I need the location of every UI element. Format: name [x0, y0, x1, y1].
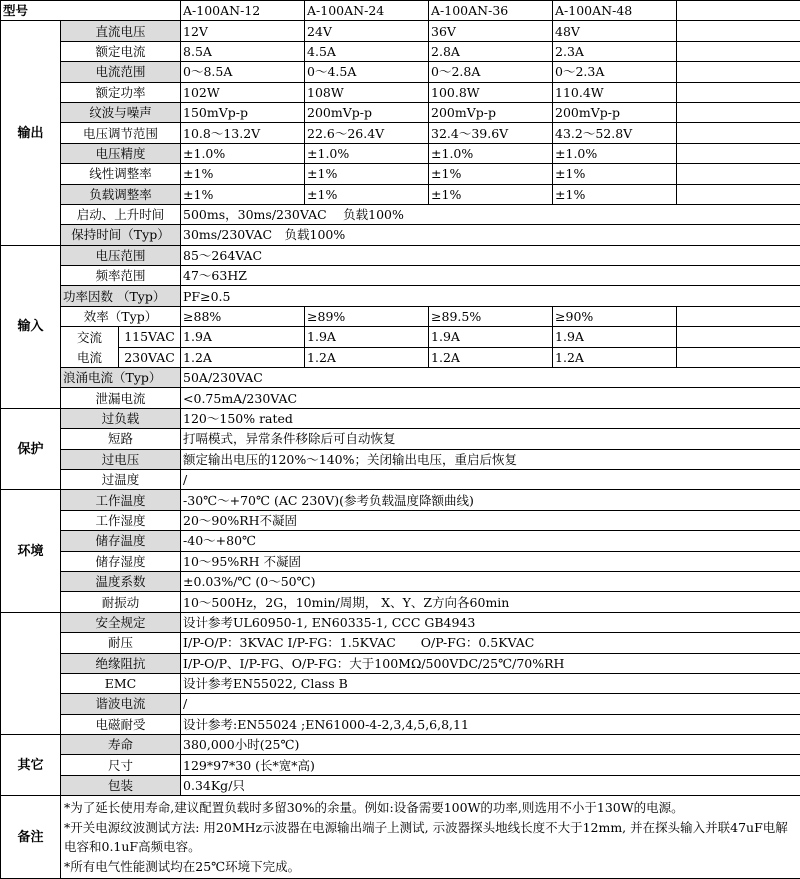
spec-value: -30℃～+70℃ (AC 230V)(参考负载温度降额曲线) [181, 490, 800, 510]
spec-value: ±1.0% [429, 143, 553, 163]
empty-cell [677, 1, 800, 21]
spec-row [1, 653, 800, 673]
spec-label: 安全规定 [61, 612, 181, 632]
spec-value: 额定输出电压的120%～140%；关闭输出电压，重启后恢复 [181, 449, 800, 469]
notes-content [61, 796, 800, 879]
spec-value: 129*97*30 (长*宽*高) [181, 755, 800, 775]
note-line: *为了延长使用寿命,建议配置负载时多留30%的余量。例如:设备需要100W的功率,则选用不小于130W的电源。 [64, 798, 797, 818]
spec-value: 200mVp-p [553, 102, 677, 122]
spec-value: ≥88% [181, 306, 305, 326]
spec-value: 设计参考EN55022, Class B [181, 673, 800, 693]
spec-value: 1.2A [429, 347, 553, 367]
spec-row [1, 286, 800, 306]
spec-value: 设计参考UL60950-1, EN60335-1, CCC GB4943 [181, 612, 800, 632]
spec-row [1, 633, 800, 653]
spec-label: 电流范围 [61, 62, 181, 82]
spec-label: 谐波电流 [61, 694, 181, 714]
spec-value: ±1% [553, 184, 677, 204]
spec-value: 10～95%RH 不凝固 [181, 551, 800, 571]
spec-row [1, 347, 800, 367]
spec-row [1, 204, 800, 224]
spec-value: ±1.0% [305, 143, 429, 163]
spec-value: ±1% [305, 184, 429, 204]
spec-value: 1.9A [429, 327, 553, 347]
spec-value: 4.5A [305, 41, 429, 61]
spec-label: 过负载 [61, 408, 181, 428]
spec-value: 380,000小时(25℃) [181, 735, 800, 755]
spec-value: / [181, 694, 800, 714]
spec-label: 浪涌电流（Typ） [61, 368, 181, 388]
spec-sublabel: 115VAC [119, 327, 181, 347]
spec-value: 12V [181, 21, 305, 41]
spec-value: 200mVp-p [429, 102, 553, 122]
spec-label: 纹波与噪声 [61, 102, 181, 122]
model-row [1, 1, 800, 21]
spec-value: 1.2A [305, 347, 429, 367]
spec-value: 0～2.8A [429, 62, 553, 82]
spec-label: 储存湿度 [61, 551, 181, 571]
notes-row [1, 796, 800, 879]
empty-cell [677, 41, 800, 61]
spec-row [1, 388, 800, 408]
spec-row [1, 775, 800, 795]
spec-row [1, 21, 800, 41]
spec-row [1, 82, 800, 102]
spec-value: 0.34Kg/只 [181, 775, 800, 795]
spec-value: 43.2～52.8V [553, 123, 677, 143]
spec-label: 包装 [61, 775, 181, 795]
spec-row [1, 592, 800, 612]
spec-value: 200mVp-p [305, 102, 429, 122]
spec-value: 100.8W [429, 82, 553, 102]
spec-label: 工作湿度 [61, 510, 181, 530]
spec-value: ±1% [429, 184, 553, 204]
spec-label: 负载调整率 [61, 184, 181, 204]
empty-cell [677, 184, 800, 204]
spec-label: 电压精度 [61, 143, 181, 163]
spec-label: 过电压 [61, 449, 181, 469]
empty-cell [677, 347, 800, 367]
note-line: *所有电气性能测试均在25℃环境下完成。 [64, 857, 797, 877]
spec-label: 耐压 [61, 633, 181, 653]
spec-label: 电磁耐受 [61, 714, 181, 734]
spec-value: 24V [305, 21, 429, 41]
section-blank [1, 612, 61, 734]
spec-value: 120～150% rated [181, 408, 800, 428]
spec-value: 1.9A [305, 327, 429, 347]
spec-label: 电流 [61, 347, 119, 367]
spec-row [1, 266, 800, 286]
spec-row [1, 735, 800, 755]
spec-row [1, 102, 800, 122]
spec-row [1, 673, 800, 693]
spec-label: 泄漏电流 [61, 388, 181, 408]
spec-row [1, 225, 800, 245]
spec-label: 尺寸 [61, 755, 181, 775]
spec-value: 10.8～13.2V [181, 123, 305, 143]
spec-label: 直流电压 [61, 21, 181, 41]
spec-label: 交流 [61, 327, 119, 347]
empty-cell [677, 164, 800, 184]
section-protect: 保护 [1, 408, 61, 490]
spec-value: ≥89.5% [429, 306, 553, 326]
model-name: A-100AN-48 [553, 1, 677, 21]
spec-row [1, 123, 800, 143]
spec-value: 22.6～26.4V [305, 123, 429, 143]
model-name: A-100AN-24 [305, 1, 429, 21]
spec-value: 0～4.5A [305, 62, 429, 82]
note-line: *开关电源纹波测试方法: 用20MHz示波器在电源输出端子上测试, 示波器探头地线长度不大于12mm, 并在探头输入并联47uF电解电容和0.1uF高频电容。 [64, 818, 797, 857]
spec-label: 保持时间（Typ） [61, 225, 181, 245]
spec-label: EMC [61, 673, 181, 693]
spec-row [1, 245, 800, 265]
section-input: 输入 [1, 245, 61, 408]
spec-row [1, 612, 800, 632]
empty-cell [677, 143, 800, 163]
spec-row [1, 368, 800, 388]
spec-label: 额定功率 [61, 82, 181, 102]
spec-label: 功率因数 （Typ） [61, 286, 181, 306]
spec-value: ±1% [429, 164, 553, 184]
spec-value: 0～2.3A [553, 62, 677, 82]
empty-cell [677, 327, 800, 347]
spec-value: 150mVp-p [181, 102, 305, 122]
spec-value: ≥89% [305, 306, 429, 326]
spec-value: 设计参考:EN55024 ;EN61000-4-2,3,4,5,6,8,11 [181, 714, 800, 734]
spec-row [1, 184, 800, 204]
empty-cell [677, 102, 800, 122]
spec-value: 50A/230VAC [181, 368, 800, 388]
model-name: A-100AN-12 [181, 1, 305, 21]
spec-label: 短路 [61, 429, 181, 449]
spec-value: 102W [181, 82, 305, 102]
spec-label: 绝缘阻抗 [61, 653, 181, 673]
spec-row [1, 449, 800, 469]
spec-value: 2.3A [553, 41, 677, 61]
empty-cell [677, 21, 800, 41]
spec-row [1, 62, 800, 82]
spec-value: 85～264VAC [181, 245, 800, 265]
spec-value: 110.4W [553, 82, 677, 102]
model-name: A-100AN-36 [429, 1, 553, 21]
spec-value: 0～8.5A [181, 62, 305, 82]
spec-row [1, 571, 800, 591]
spec-value: 10～500Hz，2G，10min/周期， X、Y、Z方向各60min [181, 592, 800, 612]
spec-label: 频率范围 [61, 266, 181, 286]
spec-value: ≥90% [553, 306, 677, 326]
empty-cell [677, 82, 800, 102]
spec-value: ±1% [305, 164, 429, 184]
spec-row [1, 41, 800, 61]
spec-value: / [181, 469, 800, 489]
spec-row [1, 755, 800, 775]
spec-label: 寿命 [61, 735, 181, 755]
section-output: 输出 [1, 21, 61, 245]
section-notes: 备注 [1, 796, 61, 879]
spec-value: <0.75mA/230VAC [181, 388, 800, 408]
spec-value: 36V [429, 21, 553, 41]
spec-value: ±1% [181, 184, 305, 204]
spec-row [1, 164, 800, 184]
spec-row [1, 408, 800, 428]
spec-value: -40～+80℃ [181, 531, 800, 551]
spec-label: 储存温度 [61, 531, 181, 551]
spec-value: 1.2A [553, 347, 677, 367]
spec-row [1, 143, 800, 163]
spec-row [1, 510, 800, 530]
spec-row [1, 714, 800, 734]
spec-row [1, 429, 800, 449]
spec-row [1, 531, 800, 551]
spec-value: 108W [305, 82, 429, 102]
spec-value: I/P-O/P：3KVAC I/P-FG：1.5KVAC O/P-FG：0.5KVAC [181, 633, 800, 653]
spec-value: 20～90%RH不凝固 [181, 510, 800, 530]
spec-value: PF≥0.5 [181, 286, 800, 306]
spec-value: 1.9A [553, 327, 677, 347]
spec-label: 线性调整率 [61, 164, 181, 184]
model-label: 型号 [1, 1, 181, 21]
spec-value: I/P-O/P、I/P-FG、O/P-FG：大于100MΩ/500VDC/25℃/70%RH [181, 653, 800, 673]
spec-row [1, 551, 800, 571]
spec-label: 过温度 [61, 469, 181, 489]
spec-value: ±1.0% [181, 143, 305, 163]
section-env: 环境 [1, 490, 61, 612]
spec-label: 工作温度 [61, 490, 181, 510]
empty-cell [677, 62, 800, 82]
spec-row [1, 490, 800, 510]
spec-sublabel: 230VAC [119, 347, 181, 367]
spec-value: 48V [553, 21, 677, 41]
spec-label: 额定电流 [61, 41, 181, 61]
spec-value: ±1% [181, 164, 305, 184]
spec-label: 效率（Typ） [61, 306, 181, 326]
spec-label: 电压调节范围 [61, 123, 181, 143]
spec-label: 温度系数 [61, 571, 181, 591]
spec-value: 500ms，30ms/230VAC 负载100% [181, 204, 800, 224]
spec-value: ±0.03%/℃ (0～50℃) [181, 571, 800, 591]
spec-row [1, 306, 800, 326]
empty-cell [677, 123, 800, 143]
spec-value: 47～63HZ [181, 266, 800, 286]
spec-value: 打嗝模式，异常条件移除后可自动恢复 [181, 429, 800, 449]
spec-row [1, 694, 800, 714]
spec-value: 30ms/230VAC 负载100% [181, 225, 800, 245]
spec-row [1, 469, 800, 489]
spec-value: 1.9A [181, 327, 305, 347]
spec-row [1, 327, 800, 347]
spec-value: ±1.0% [553, 143, 677, 163]
spec-value: 8.5A [181, 41, 305, 61]
spec-label: 启动、上升时间 [61, 204, 181, 224]
spec-value: 2.8A [429, 41, 553, 61]
spec-value: ±1% [553, 164, 677, 184]
spec-value: 1.2A [181, 347, 305, 367]
empty-cell [677, 306, 800, 326]
spec-value: 32.4～39.6V [429, 123, 553, 143]
spec-label: 电压范围 [61, 245, 181, 265]
spec-label: 耐振动 [61, 592, 181, 612]
section-other: 其它 [1, 735, 61, 796]
